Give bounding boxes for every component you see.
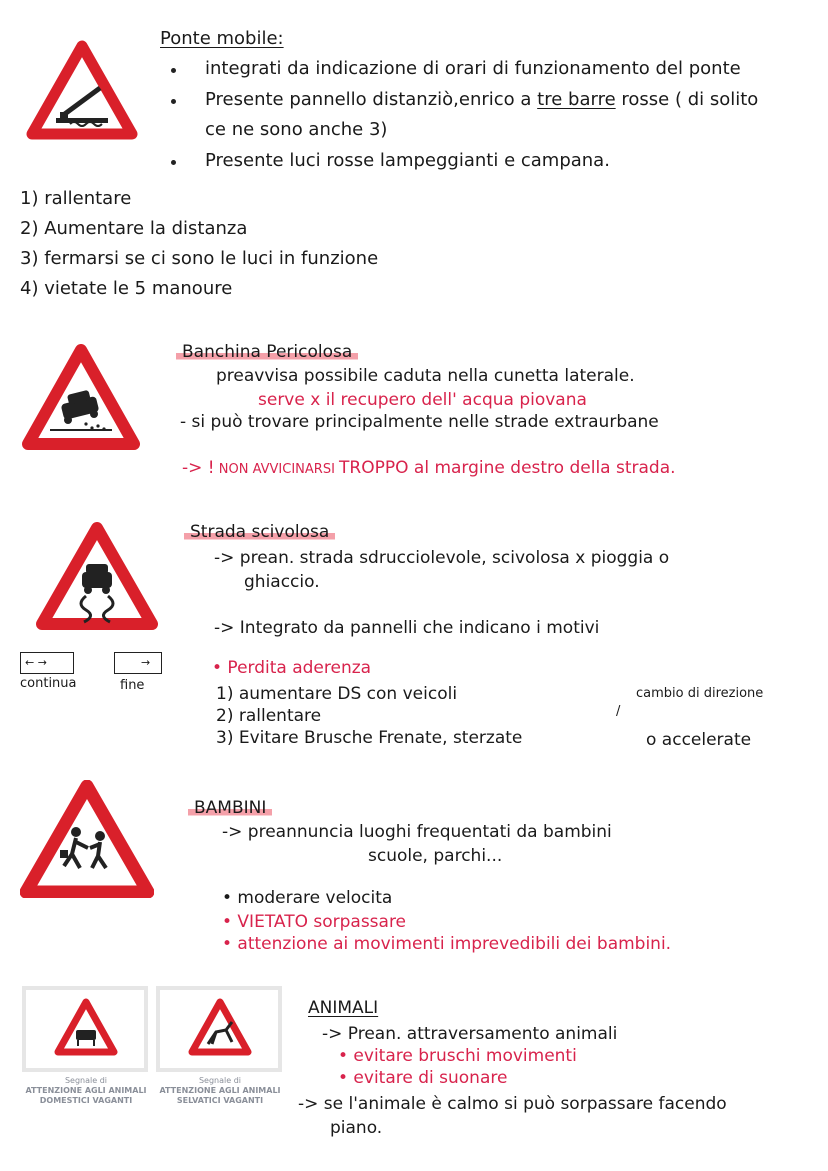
bambini-title-text: BAMBINI [188,798,272,818]
caption-main: ATTENZIONE AGLI ANIMALI DOMESTICI VAGANTI [25,1086,147,1105]
animali-title: ANIMALI [308,998,379,1018]
bullet-dot [171,68,176,73]
label-fine: fine [120,678,145,693]
strada-rules-title: • Perdita aderenza [212,658,372,678]
banchina-warning-mark: ! [207,458,215,478]
bambini-line-1: -> preannuncia luoghi frequentati da bambini [222,822,612,842]
panel-continua-icon [20,652,74,674]
animali-line-1: -> Prean. attraversamento animali [322,1024,618,1044]
banchina-line-4 [182,456,676,482]
ponte-step-1: 1) rallentare [20,188,132,209]
deer-sign-icon [188,998,252,1056]
strada-rule-3-tail: o accelerate [646,730,752,750]
bullet-dot [171,99,176,104]
bambini-sign-icon [20,780,154,898]
strada-note: cambio di direzione [636,686,764,701]
banchina-line-1: preavvisa possibile caduta nella cunetta laterale. [216,366,635,386]
banchina-line-2: serve x il recupero dell' acqua piovana [258,390,587,410]
animali-line-3: piano. [330,1118,383,1138]
animali-bullet-2: • evitare di suonare [338,1068,508,1088]
strada-title-text: Strada scivolosa [184,522,335,542]
banchina-caps: NON AVVICINARSI [214,462,340,477]
ponte-title: Ponte mobile: [160,28,284,49]
bambini-bullet-1: • moderare velocita [222,888,393,908]
ponte-bullet-2-post: rosse ( di solito [615,89,759,110]
strada-scivolosa-sign-icon [36,522,158,630]
ponte-bullet-3: Presente luci rosse lampeggianti e campana. [205,150,610,171]
caption-pre: Segnale di [64,1076,108,1085]
strada-line-1: -> prean. strada sdrucciolevole, scivolosa x pioggia o [214,548,670,568]
ponte-mobile-sign-icon [26,40,138,140]
animali-selvatici-caption [156,1076,284,1106]
strada-line-3: -> Integrato da pannelli che indicano i motivi [214,618,600,638]
strada-title [184,520,335,544]
banchina-title-text: Banchina Pericolosa [176,342,358,362]
animali-domestici-card [22,986,148,1072]
ponte-bullet-2-underline: tre barre [537,89,616,110]
ponte-step-4: 4) vietate le 5 manoure [20,278,233,299]
strada-line-2: ghiaccio. [244,572,320,592]
ponte-bullet-2-line2: ce ne sono anche 3) [205,119,388,140]
animali-selvatici-card [156,986,282,1072]
ponte-bullet-1: integrati da indicazione di orari di funzionamento del ponte [205,58,741,79]
caption-pre: Segnale di [198,1076,242,1085]
banchina-line-3: - si può trovare principalmente nelle strade extraurbane [180,412,659,432]
panel-continua-glyph: ← → [25,656,47,669]
bullet-dot [171,160,176,165]
ponte-bullet-2 [205,85,758,115]
bambini-title [188,796,272,820]
banchina-arrow: -> [182,458,208,478]
banchina-sign-icon [22,344,140,450]
panel-fine-icon [114,652,162,674]
ponte-step-3: 3) fermarsi se ci sono le luci in funzione [20,248,379,269]
banchina-title [176,340,358,364]
bambini-bullet-2: • VIETATO sorpassare [222,912,407,932]
bambini-line-2: scuole, parchi... [368,846,503,866]
strada-rule-1: 1) aumentare DS con veicoli [216,684,458,704]
label-continua: continua [20,676,77,691]
animali-domestici-caption [22,1076,150,1106]
bambini-bullet-3: • attenzione ai movimenti imprevedibili dei bambini. [222,934,672,954]
ponte-step-2: 2) Aumentare la distanza [20,218,248,239]
cow-sign-icon [54,998,118,1056]
ponte-bullet-2-pre: Presente pannello distanziò,enrico a [205,89,538,110]
strada-rule-3: 3) Evitare Brusche Frenate, sterzate [216,728,523,748]
animali-bullet-1: • evitare bruschi movimenti [338,1046,577,1066]
caption-main: ATTENZIONE AGLI ANIMALI SELVATICI VAGANTI [159,1086,281,1105]
strada-rule-2: 2) rallentare [216,706,322,726]
strada-note-mark: / [616,704,621,719]
banchina-rest: TROPPO al margine destro della strada. [339,458,676,478]
panel-fine-glyph: → [141,656,151,669]
animali-line-2: -> se l'animale è calmo si può sorpassare facendo [298,1094,727,1114]
